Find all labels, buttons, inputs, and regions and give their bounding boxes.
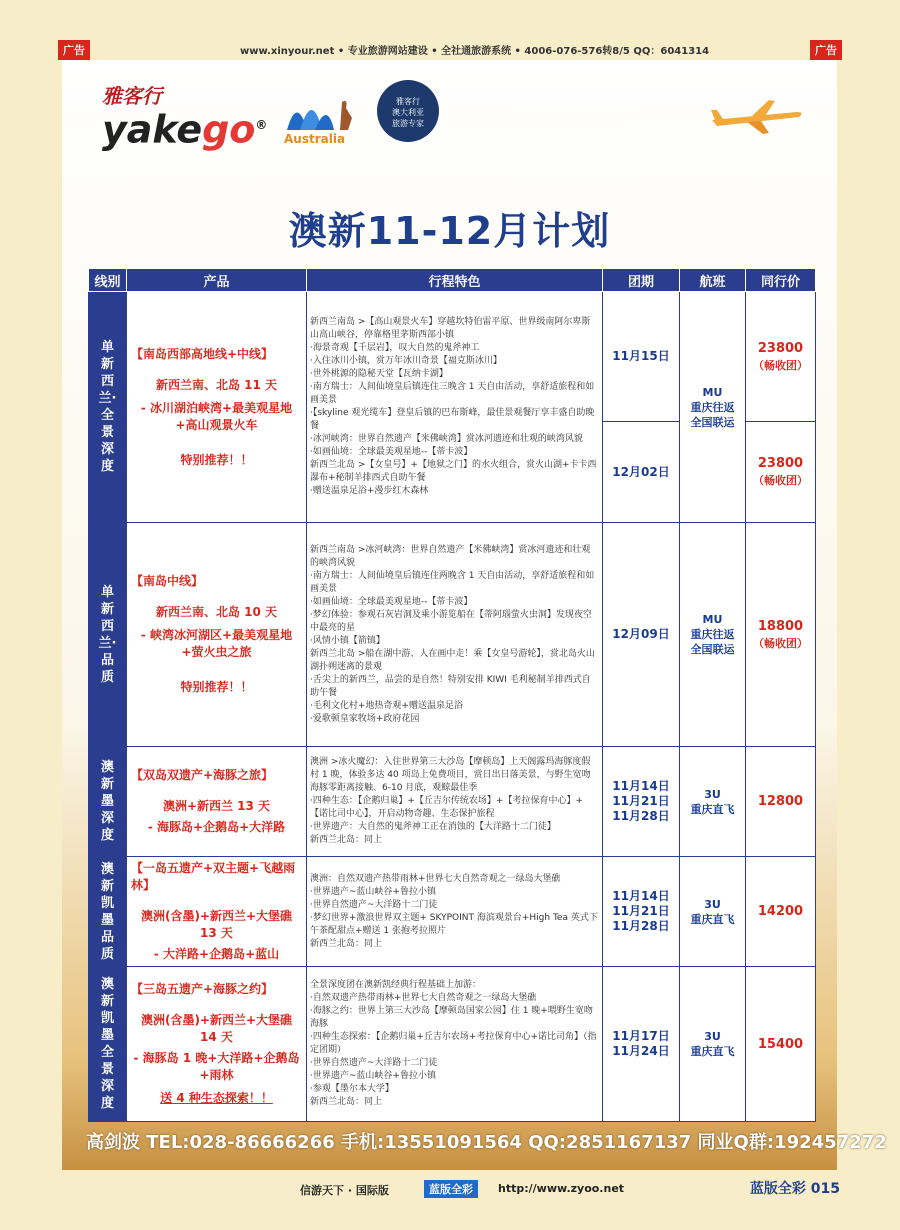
tour-plan-table bbox=[88, 268, 816, 1122]
product-route: - 海豚岛+企鹅岛+大洋路 bbox=[147, 820, 286, 834]
feature-item: 新西兰北岛 >【女皇号】+【地狱之门】的水火组合，赏火山湖+卡卡西瀑布+秘制羊排西式自助午餐 bbox=[310, 460, 597, 483]
price-cell bbox=[746, 422, 816, 523]
product-cell bbox=[127, 967, 307, 1122]
australia-expert-badge bbox=[377, 80, 439, 142]
badge-line: 旅游专家 bbox=[392, 119, 424, 128]
feature-item: 澳洲 >冰火魔幻：入住世界第三大沙岛【摩顿岛】上天阁露玛海豚度假村 1 晚，体验多达 40 项岛上免费项目，赏日出日落美景，与野生宽吻海豚零距离接触、6-10 月底，观鲸最佳季 bbox=[310, 757, 591, 793]
flight-cell bbox=[680, 857, 746, 967]
flight-code: 3U bbox=[704, 1030, 721, 1043]
date-cell: 12月09日 bbox=[603, 523, 680, 747]
footer-brand: 蓝版全彩 bbox=[424, 1180, 478, 1198]
logo-reg: ® bbox=[255, 118, 268, 132]
header-price: 同行价 bbox=[746, 269, 816, 292]
feature-item: ·梦幻体验：参观石灰岩洞及乘小游览船在【蒂阿瑙萤火虫洞】发现夜空中最亮的星 bbox=[310, 609, 592, 633]
feature-item: ·世界自然遗产~大洋路十二门徒 bbox=[310, 899, 438, 910]
date-item: 11月21日 bbox=[612, 904, 670, 918]
flight-code: MU bbox=[702, 613, 723, 626]
product-cell bbox=[127, 857, 307, 967]
badge-line: 雅客行 bbox=[396, 97, 420, 106]
product-tag: 【一岛五遗产+双主题+飞越雨林】 bbox=[131, 861, 296, 892]
date-item: 11月17日 bbox=[612, 1029, 670, 1043]
features-cell bbox=[307, 292, 603, 523]
feature-item: 澳洲：自然双遗产热带雨林+世界七大自然奇观之一绿岛大堡礁 bbox=[310, 873, 561, 884]
product-tag: 【三岛五遗产+海豚之约】 bbox=[131, 982, 274, 996]
date-cell: 12月02日 bbox=[603, 422, 680, 523]
product-cell bbox=[127, 292, 307, 523]
flight-cell bbox=[680, 747, 746, 857]
flight-route: 重庆往返 bbox=[690, 400, 735, 414]
logo-cn-text: 雅客行 bbox=[102, 84, 162, 108]
product-name: 新西兰南、北岛 10 天 bbox=[155, 605, 278, 619]
date-cell bbox=[603, 747, 680, 857]
feature-item: ·世界自然遗产~大洋路十二门徒 bbox=[310, 1058, 438, 1068]
logo-en-b: go bbox=[202, 107, 256, 152]
feature-item: ·冰河峡湾：世界自然遗产【米佛峡湾】赏冰河遗迹和壮观的峡湾风貌 bbox=[310, 434, 583, 444]
line-label: 澳新凯墨品质 bbox=[89, 857, 127, 967]
table-row bbox=[89, 967, 816, 1122]
date-cell: 11月15日 bbox=[603, 292, 680, 422]
feature-item: ·入住冰川小镇，赏万年冰川奇景【福克斯冰川】 bbox=[310, 356, 502, 366]
feature-item: ·世外桃源的隐秘天堂【瓦纳卡湖】 bbox=[310, 369, 448, 379]
feature-item: ·如画仙境：全球最美观星地--【蒂卡波】 bbox=[310, 447, 473, 457]
feature-item: ·海景奇观【千层岩】，叹大自然的鬼斧神工 bbox=[310, 343, 480, 353]
feature-item: ·舌尖上的新西兰，品尝的是自然！特别安排 KIWI 毛利秘制羊排西式自助午餐 bbox=[310, 674, 591, 698]
features-cell bbox=[307, 857, 603, 967]
date-item: 11月28日 bbox=[612, 919, 670, 933]
date-item: 11月14日 bbox=[612, 889, 670, 903]
feature-item: 新西兰南岛 >冰河峡湾：世界自然遗产【米佛峡湾】赏冰河遗迹和壮观的峡湾风貌 bbox=[310, 544, 591, 568]
product-route: - 冰川湖泊峡湾+最美观星地+高山观景火车 bbox=[140, 400, 293, 432]
date-item: 11月24日 bbox=[612, 1044, 670, 1058]
date-cell bbox=[603, 967, 680, 1122]
logo-en-text bbox=[102, 107, 268, 152]
flight-route: 重庆往返 bbox=[690, 628, 735, 641]
product-tag: 【双岛双遗产+海豚之旅】 bbox=[131, 768, 274, 782]
price-cell bbox=[746, 523, 816, 747]
feature-item: ·南方瑞士：人间仙境皇后镇连住两晚含 1 天自由活动，享舒适旅程和如画美景 bbox=[310, 570, 595, 594]
flight-route: 重庆直飞 bbox=[690, 802, 735, 816]
product-name: 澳洲(含墨)+新西兰+大堡礁 13 天 bbox=[140, 909, 293, 940]
line-label: 澳新凯墨全景深度 bbox=[89, 967, 127, 1122]
date-cell bbox=[603, 857, 680, 967]
product-route: - 大洋路+企鹅岛+蓝山 bbox=[153, 947, 280, 961]
feature-item: ·四种生态探索：【企鹅归巢+丘吉尔农场+考拉保育中心+诺比司角】（指定团期） bbox=[310, 1032, 597, 1055]
logo-en-a: yake bbox=[102, 107, 203, 152]
table-row bbox=[89, 292, 816, 422]
features-cell bbox=[307, 523, 603, 747]
feature-item: ·参观【墨尔本大学】 bbox=[310, 1084, 394, 1094]
feature-item: 新西兰南岛 >【高山观景火车】穿越坎特伯雷平原、世界级南阿尔卑斯山高山峡谷，停靠格里茅斯西部小镇 bbox=[310, 317, 591, 340]
flight-cell bbox=[680, 523, 746, 747]
table-row bbox=[89, 747, 816, 857]
feature-item: 新西兰北岛 >船在湖中游、人在画中走！乘【女皇号游轮】，赏北岛火山湖扑朔迷离的景观 bbox=[310, 648, 595, 672]
feature-item: ·世界遗产：大自然的鬼斧神工正在消蚀的【大洋路十二门徒】 bbox=[310, 822, 556, 832]
feature-item: 新西兰北岛：同上 bbox=[310, 938, 383, 949]
feature-item: ·毛利文化村+地热奇观+赠送温泉足浴 bbox=[310, 700, 463, 711]
flight-route: 重庆直飞 bbox=[690, 912, 735, 926]
feature-item: 全景深度团在澳新凯经典行程基础上加游： bbox=[310, 980, 482, 990]
flight-code: 3U bbox=[704, 897, 721, 911]
flight-note: 全国联运 bbox=[690, 415, 735, 429]
page-number: 蓝版全彩 015 bbox=[749, 1181, 840, 1197]
top-line-text: www.xinyour.net • 专业旅游网站建设 • 全社通旅游系统 • 4006-076-576转8/5 QQ：6041314 bbox=[240, 46, 710, 57]
feature-item: ·海豚之约：世界上第三大沙岛【摩顿岛国家公园】住 1 晚+喂野生宽吻海豚 bbox=[310, 1006, 593, 1029]
product-name: 澳洲+新西兰 13 天 bbox=[162, 799, 271, 813]
product-tag: 【南岛西部高地线+中线】 bbox=[131, 346, 274, 361]
price-cell bbox=[746, 967, 816, 1122]
header-features: 行程特色 bbox=[307, 269, 603, 292]
header-line: 线别 bbox=[89, 269, 127, 292]
product-tag: 【南岛中线】 bbox=[131, 574, 204, 588]
feature-item: ·风情小镇【箭镇】 bbox=[310, 635, 385, 646]
bottom-banner bbox=[0, 1170, 900, 1230]
feature-item: ·南方瑞士：人间仙境皇后镇连住三晚含 1 天自由活动，享舒适旅程和如画美景 bbox=[310, 382, 595, 405]
price-note: （畅收团） bbox=[753, 474, 808, 487]
product-route: - 峡湾冰河湖区+最美观星地+萤火虫之旅 bbox=[140, 628, 293, 659]
product-name: 澳洲(含墨)+新西兰+大堡礁 14 天 bbox=[140, 1013, 293, 1044]
feature-item: ·赠送温泉足浴+漫步红木森林 bbox=[310, 486, 429, 496]
header-dates: 团期 bbox=[603, 269, 680, 292]
feature-item: ·梦幻世界+激浪世界双主题+ SKYPOINT 海滨观景台+High Tea 英式下午茶配甜点+赠送 1 张抱考拉照片 bbox=[310, 912, 598, 936]
australia-text: Australia bbox=[284, 132, 346, 145]
price-value: 18800 bbox=[757, 618, 804, 634]
feature-item: ·如画仙境：全球最美观星地--【蒂卡波】 bbox=[310, 596, 473, 607]
date-item: 11月21日 bbox=[612, 794, 670, 808]
price-note: （畅收团） bbox=[753, 358, 808, 372]
features-cell bbox=[307, 967, 603, 1122]
price-cell bbox=[746, 857, 816, 967]
price-value: 23800 bbox=[757, 340, 804, 356]
price-value: 14200 bbox=[757, 904, 804, 919]
table-header-row bbox=[89, 269, 816, 292]
header-product: 产品 bbox=[127, 269, 307, 292]
ad-tag-right: 广告 bbox=[810, 40, 842, 60]
table-row bbox=[89, 523, 816, 747]
product-route: - 海豚岛 1 晚+大洋路+企鹅岛+雨林 bbox=[133, 1051, 300, 1082]
price-value: 15400 bbox=[757, 1036, 804, 1052]
feature-item: ·自然双遗产热带雨林+世界七大自然奇观之一绿岛大堡礁 bbox=[310, 993, 537, 1003]
price-note: （畅收团） bbox=[753, 636, 808, 650]
flight-code: 3U bbox=[704, 787, 721, 801]
feature-item: ·四种生态：【企鹅归巢】+【丘吉尔传统农场】+【考拉保育中心】+【诺比司中心】，开启动物奇趣、生态保护旅程 bbox=[310, 796, 583, 819]
price-cell bbox=[746, 747, 816, 857]
header-flight: 航班 bbox=[680, 269, 746, 292]
australia-opera-house-icon bbox=[282, 90, 362, 145]
features-cell bbox=[307, 747, 603, 857]
feature-item: ·爱歌顿皇家牧场+政府花园 bbox=[310, 713, 420, 724]
flight-code: MU bbox=[702, 385, 723, 399]
flight-cell bbox=[680, 292, 746, 523]
contact-line: 高剑波 TEL:028-86666266 手机:13551091564 QQ:2851167137 同业Q群:192457272 bbox=[86, 1132, 887, 1153]
top-banner bbox=[0, 0, 900, 60]
product-cell bbox=[127, 747, 307, 857]
product-recommend: 特别推荐！！ bbox=[180, 680, 253, 694]
yakego-logo bbox=[102, 80, 268, 152]
feature-item: 新西兰北岛：同上 bbox=[310, 1097, 383, 1107]
price-cell bbox=[746, 292, 816, 422]
line-label: 单新西兰·品质 bbox=[89, 523, 127, 747]
product-extra: 送 4 种生态探索！！ bbox=[160, 1091, 273, 1105]
footer-left-text: 信游天下 · 国际版 bbox=[300, 1184, 389, 1197]
flight-route: 重庆直飞 bbox=[690, 1045, 735, 1058]
flight-cell bbox=[680, 967, 746, 1122]
flight-note: 全国联运 bbox=[690, 643, 735, 656]
product-recommend: 特别推荐！！ bbox=[180, 452, 253, 467]
badge-line: 澳大利亚 bbox=[392, 108, 424, 117]
ad-tag-left: 广告 bbox=[58, 40, 90, 60]
feature-item: ·世界遗产~蓝山峡谷+鲁拉小镇 bbox=[310, 886, 436, 897]
line-label: 单新西兰·全景深度 bbox=[89, 292, 127, 523]
ad-page bbox=[62, 60, 837, 1170]
table-row bbox=[89, 857, 816, 967]
price-value: 12800 bbox=[757, 794, 804, 809]
feature-item: ·【skyline 观光缆车】登皇后镇的巴布斯峰，最佳景观餐厅享丰盛自助晚餐 bbox=[310, 408, 595, 431]
feature-item: ·世界遗产~蓝山峡谷+鲁拉小镇 bbox=[310, 1071, 436, 1081]
footer-url[interactable]: http://www.zyoo.net bbox=[498, 1182, 625, 1195]
airplane-icon bbox=[707, 98, 807, 138]
feature-item: 新西兰北岛：同上 bbox=[310, 835, 383, 845]
product-cell bbox=[127, 523, 307, 747]
page-title: 澳新11-12月计划 bbox=[288, 209, 611, 253]
product-name: 新西兰南、北岛 11 天 bbox=[155, 377, 278, 392]
date-item: 11月14日 bbox=[612, 779, 670, 793]
date-item: 11月28日 bbox=[612, 809, 670, 823]
price-value: 23800 bbox=[757, 456, 804, 471]
line-label: 澳新墨深度 bbox=[89, 747, 127, 857]
